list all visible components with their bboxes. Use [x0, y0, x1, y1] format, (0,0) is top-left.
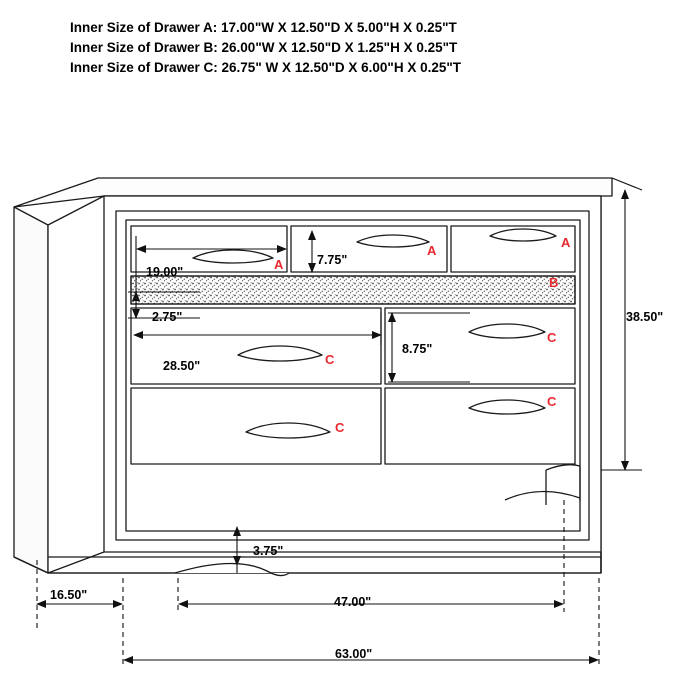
- tag-a-top-left: A: [274, 257, 284, 272]
- dim-drawer-a-height: 7.75": [317, 253, 348, 267]
- dim-depth: 16.50": [50, 588, 88, 602]
- tag-c-middle-left: C: [325, 352, 335, 367]
- spec-line-drawer-a: Inner Size of Drawer A: 17.00"W X 12.50"D X 5.00"H X 0.25"T: [70, 20, 457, 35]
- tag-a-top-right: A: [561, 235, 571, 250]
- tag-c-middle-right: C: [547, 330, 557, 345]
- tag-c-bottom-left: C: [335, 420, 345, 435]
- dim-overall-width: 63.00": [335, 647, 373, 661]
- dim-drawer-a-width: 19.00": [146, 265, 184, 279]
- spec-line-drawer-c: Inner Size of Drawer C: 26.75" W X 12.50"D X 6.00"H X 0.25"T: [70, 60, 462, 75]
- spec-line-drawer-b: Inner Size of Drawer B: 26.00"W X 12.50"D X 1.25"H X 0.25"T: [70, 40, 458, 55]
- dim-accent-band-height: 2.75": [152, 310, 183, 324]
- tag-b-accent: B: [549, 275, 559, 290]
- dim-overall-height: 38.50": [626, 310, 664, 324]
- tag-a-top-middle: A: [427, 243, 437, 258]
- dim-drawer-c-height: 8.75": [402, 342, 433, 356]
- dim-base-width: 47.00": [334, 595, 372, 609]
- dim-drawer-c-width: 28.50": [163, 359, 201, 373]
- dim-base-clearance-height: 3.75": [253, 544, 284, 558]
- tag-c-bottom-right: C: [547, 394, 557, 409]
